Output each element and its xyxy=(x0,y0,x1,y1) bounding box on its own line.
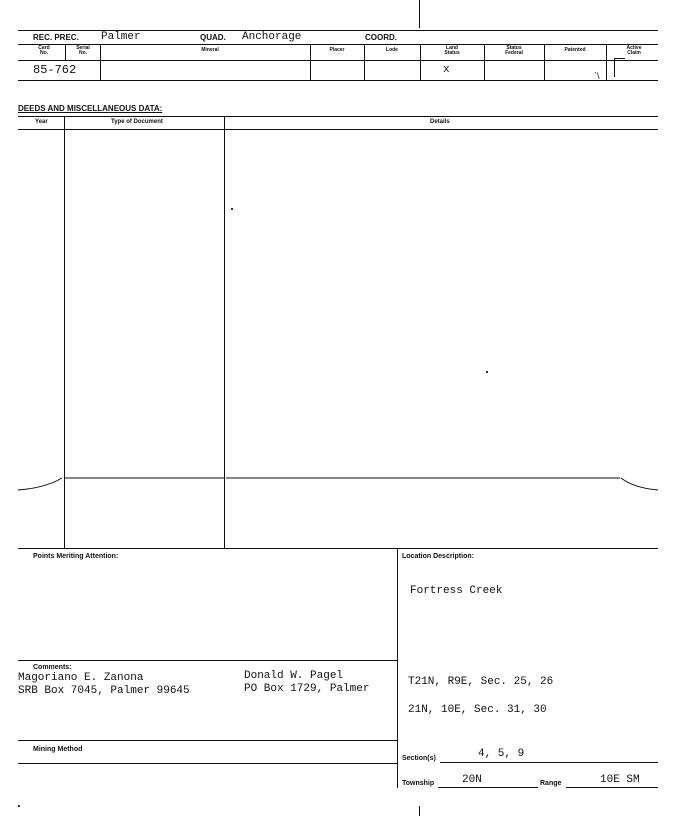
deeds-header-rule xyxy=(18,129,658,130)
header-vdivider xyxy=(606,44,607,80)
mining-method-label: Mining Method xyxy=(33,746,83,753)
mineral-col-label: Mineral xyxy=(201,47,219,53)
sections-label: Section(s) xyxy=(402,755,436,762)
owner1-name: Magoriano E. Zanona xyxy=(18,672,144,684)
sections-underline xyxy=(440,762,658,763)
bottom-divider-mark xyxy=(419,806,420,816)
card-no-col-label: Card No. xyxy=(38,45,50,56)
land-status-col-label: Land Status xyxy=(444,45,460,56)
serial-no-col-label: Serial No. xyxy=(76,45,90,56)
header-vdivider xyxy=(364,44,365,80)
deeds-top-rule xyxy=(18,116,658,117)
comments-bottom-rule xyxy=(18,740,398,741)
owner1-address: SRB Box 7045, Palmer 99645 xyxy=(18,685,190,697)
header-vdivider xyxy=(544,44,545,80)
header-columns-mid-rule xyxy=(18,60,658,61)
header-columns-bottom-rule xyxy=(18,80,658,81)
rec-prec-label: REC. PREC. xyxy=(33,33,79,42)
details-col-header: Details xyxy=(430,119,450,125)
type-col-header: Type of Document xyxy=(111,119,163,125)
township-underline xyxy=(438,787,538,788)
comments-label: Comments: xyxy=(33,664,72,671)
placer-col-label: Placer xyxy=(329,47,345,53)
corner-scribble: `\ xyxy=(594,71,600,81)
owner2-address: PO Box 1729, Palmer xyxy=(244,683,370,695)
header-vdivider xyxy=(310,44,311,80)
mining-method-rule xyxy=(18,763,398,764)
coord-label: COORD. xyxy=(365,33,397,42)
header-vdivider xyxy=(484,44,485,80)
deeds-bottom-rule xyxy=(18,548,658,549)
status-federal-col-label: Status Federal xyxy=(505,45,523,56)
header-vdivider xyxy=(100,44,101,80)
fold-crease xyxy=(0,468,678,498)
location-line-2: 21N, 10E, Sec. 31, 30 xyxy=(408,704,547,716)
year-col-header: Year xyxy=(35,119,48,125)
township-value: 20N xyxy=(462,774,482,786)
active-claim-bracket xyxy=(614,58,625,77)
lower-vdivider xyxy=(397,548,398,788)
land-status-value: x xyxy=(443,64,450,76)
quad-value: Anchorage xyxy=(242,31,302,43)
sections-value: 4, 5, 9 xyxy=(478,748,525,760)
range-value: 10E SM xyxy=(600,774,640,786)
card-no-value: 85-762 xyxy=(33,63,77,77)
deeds-section-title: DEEDS AND MISCELLANEOUS DATA: xyxy=(18,104,163,113)
location-name: Fortress Creek xyxy=(410,585,503,597)
range-underline xyxy=(566,787,658,788)
location-description-label: Location Description: xyxy=(402,553,474,560)
range-label: Range xyxy=(540,780,562,787)
stray-dot xyxy=(486,371,488,373)
quad-label: QUAD. xyxy=(200,33,226,42)
lode-col-label: Lode xyxy=(386,47,398,53)
location-line-1: T21N, R9E, Sec. 25, 26 xyxy=(408,676,554,688)
header-columns-top-rule xyxy=(18,44,658,45)
header-vdivider xyxy=(65,44,66,60)
township-label: Township xyxy=(402,780,435,787)
top-divider-mark xyxy=(419,0,420,28)
points-bottom-rule xyxy=(18,660,398,661)
stray-dot xyxy=(231,208,233,210)
stray-dot xyxy=(18,805,20,807)
points-meriting-attention-label: Points Meriting Attention: xyxy=(33,553,119,560)
owner2-name: Donald W. Pagel xyxy=(244,670,344,682)
patented-col-label: Patented xyxy=(564,47,586,53)
header-vdivider xyxy=(420,44,421,80)
rec-prec-value: Palmer xyxy=(101,31,141,43)
active-claim-col-label: Active Claim xyxy=(626,45,642,56)
